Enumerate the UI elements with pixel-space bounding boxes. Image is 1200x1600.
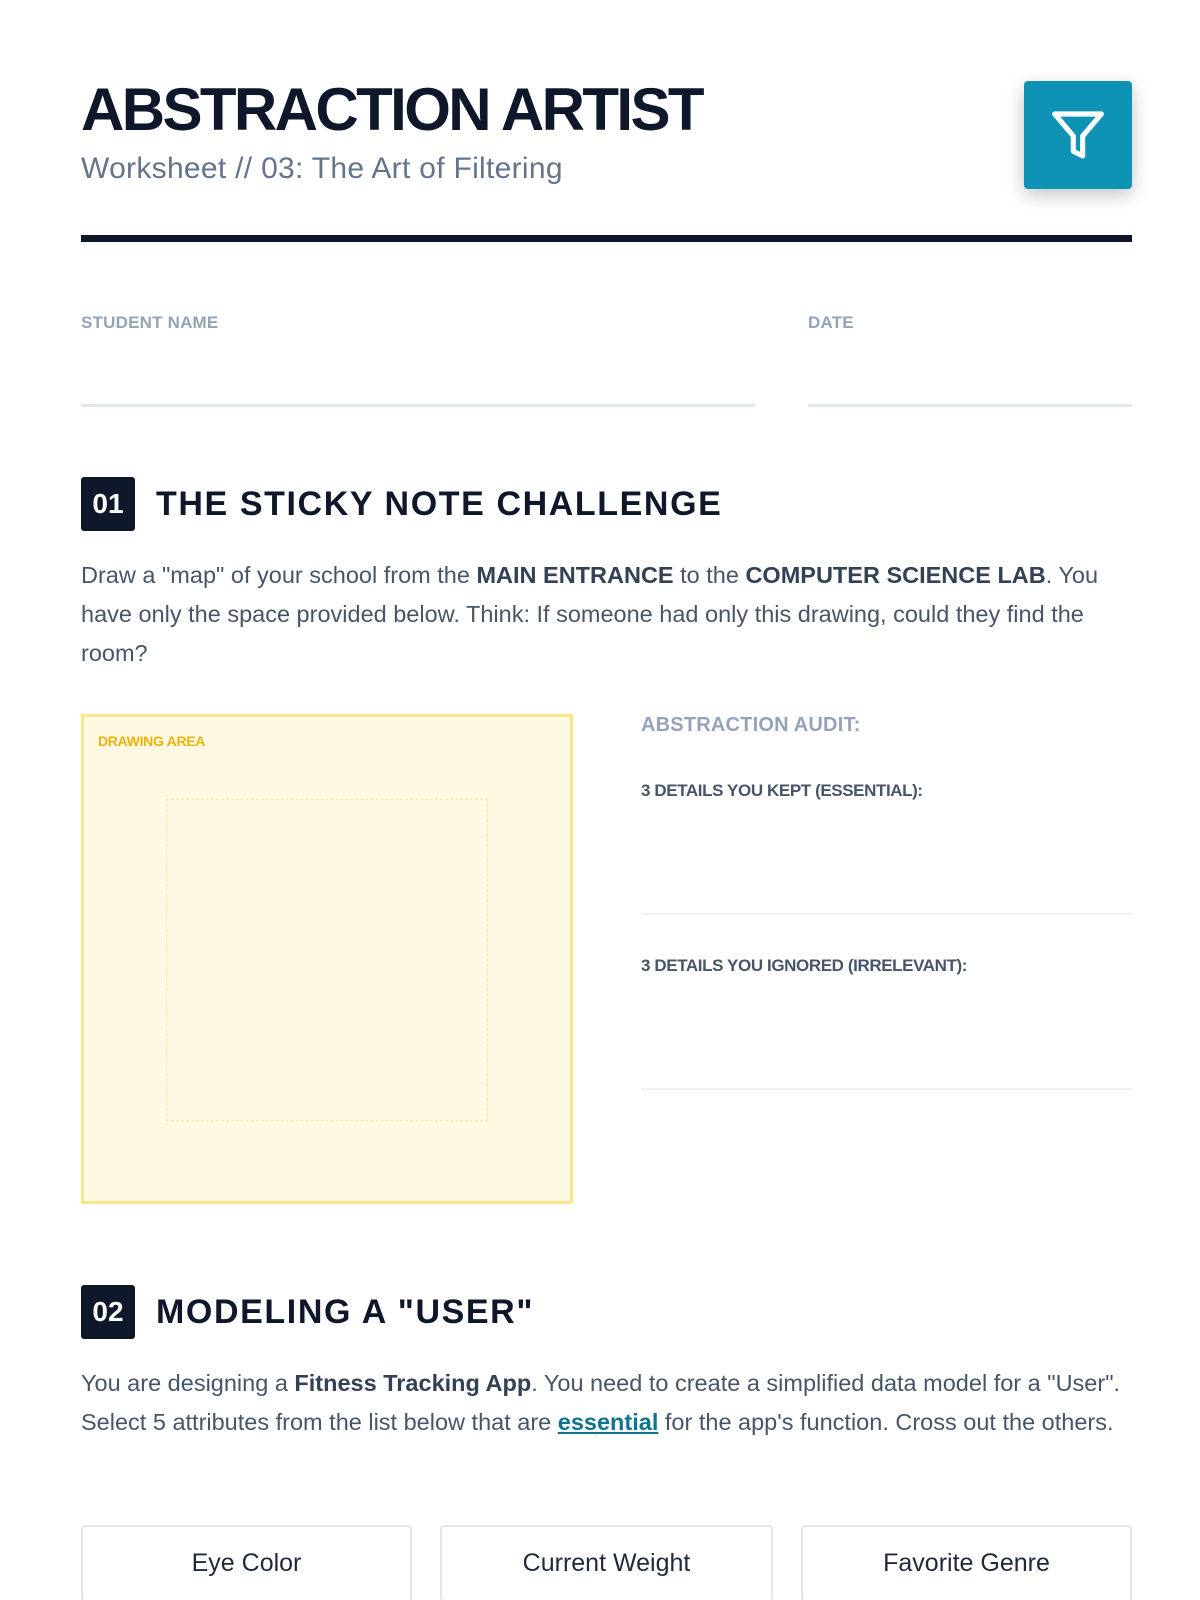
ignored-details-field[interactable] [641,1088,1132,1090]
fitness-app-emphasis: Fitness Tracking App [294,1370,532,1396]
section-2-text: You are designing a [81,1370,295,1396]
student-name-field[interactable] [81,404,755,407]
drawing-area[interactable] [81,714,573,1204]
drawing-area-label: DRAWING AREA [98,733,206,749]
section-2-text: for the app's function. Cross out the others. [658,1409,1114,1435]
filter-icon [1050,107,1106,163]
cs-lab-emphasis: COMPUTER SCIENCE LAB [745,562,1046,588]
section-1-text: . You have only the space provided below. Think: If someone had only this drawing, could they find the room? [81,562,1099,666]
section-title-sticky-note: THE STICKY NOTE CHALLENGE [156,485,723,523]
attribute-card[interactable]: Favorite Genre [801,1525,1132,1600]
section-number-02: 02 [81,1285,135,1339]
worksheet-page [81,0,1132,1600]
date-label: DATE [808,313,854,332]
section-1-text: Draw a "map" of your school from the [81,562,477,588]
kept-details-label: 3 DETAILS YOU KEPT (ESSENTIAL): [641,781,923,800]
section-1-instructions [81,556,1132,673]
abstraction-audit-title: ABSTRACTION AUDIT: [641,714,861,736]
attribute-card[interactable]: Eye Color [81,1525,412,1600]
essential-link[interactable]: essential [557,1409,659,1435]
ignored-details-label: 3 DETAILS YOU IGNORED (IRRELEVANT): [641,956,968,975]
kept-details-field[interactable] [641,913,1132,915]
worksheet-subtitle: Worksheet // 03: The Art of Filtering [81,152,563,185]
section-2-text: . You need to create a simplified data model for a "User". Select 5 attributes from the list below that are [81,1370,1121,1435]
header-divider [81,235,1132,242]
date-field[interactable] [808,404,1132,407]
filter-badge [1024,81,1132,189]
worksheet-title: ABSTRACTION ARTIST [81,76,702,143]
main-entrance-emphasis: MAIN ENTRANCE [476,562,674,588]
attribute-card[interactable]: Current Weight [440,1525,773,1600]
section-1-text: to the [673,562,746,588]
section-title-modeling-user: MODELING A "USER" [156,1293,535,1331]
section-number-01: 01 [81,477,135,531]
section-2-instructions [81,1364,1132,1442]
student-name-label: STUDENT NAME [81,313,219,332]
drawing-guide-box [166,799,488,1121]
